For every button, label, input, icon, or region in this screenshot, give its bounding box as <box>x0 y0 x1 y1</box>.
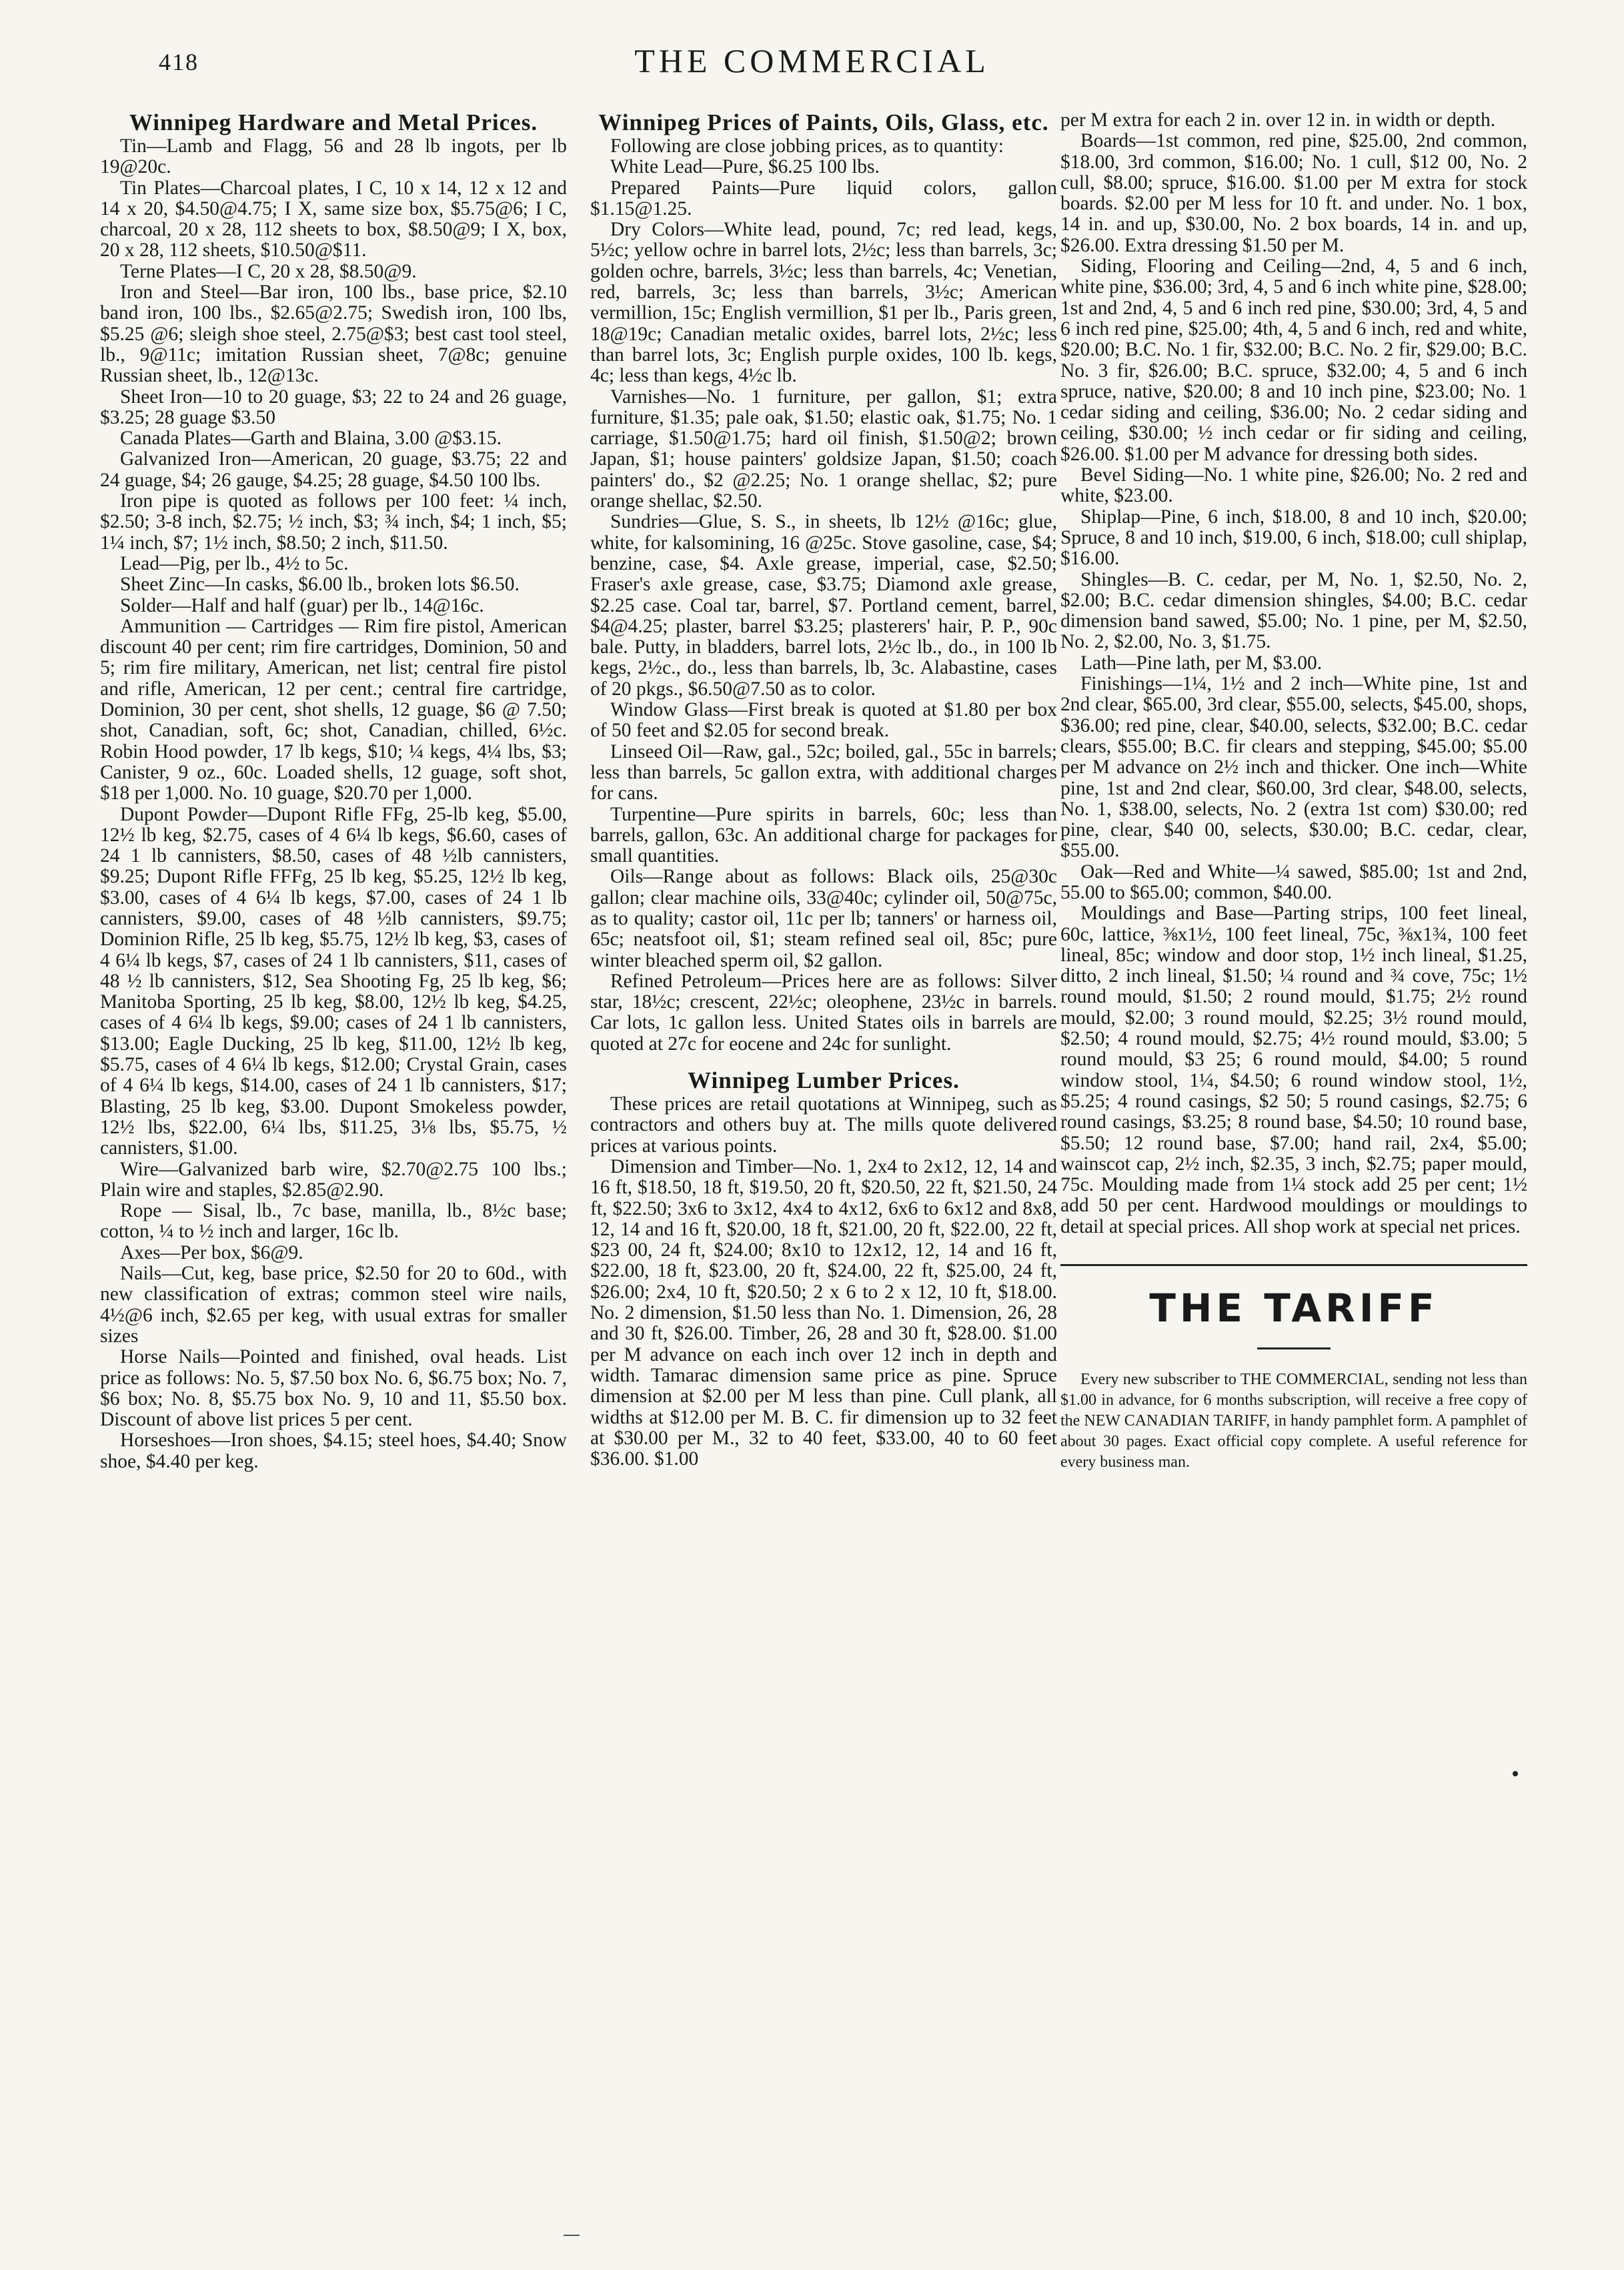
paints-paragraph: Window Glass—First break is quoted at $1.80 per box of 50 feet and $2.05 for second break. <box>590 699 1057 742</box>
lumber-paragraph: Oak—Red and White—¼ sawed, $85.00; 1st and 2nd, 55.00 to $65.00; common, $40.00. <box>1060 861 1527 903</box>
section-divider <box>1060 1264 1527 1266</box>
lumber-paragraph: Dimension and Timber—No. 1, 2x4 to 2x12, 12, 14 and 16 ft, $18.50, 18 ft, $19.50, 20 ft, $20.50, 22 ft, $21.50, 24 ft, $22.50; 3x6 to 3x12, 4x4 to 4x12, 6x6 to 6x12 and 8x8, 12, 14 and 16 ft, $20.00, 18 ft, $21.00, 20 ft, $22.00, 22 ft, $23 00, 24 ft, $24.00; 8x10 to 12x12, 12, 14 and 16 ft, $22.00, 18 ft, $23.00, 20 ft, $24.00, 22 ft, $25.00, 24 ft, $26.00; 2x4, 10 ft, $20.50; 2 x 6 to 2 x 12, 10 ft, $18.00. No. 2 dimension, $1.50 less than No. 1. Dimension, 26, 28 and 30 ft, $26.00. Timber, 26, 28 and 30 ft, $28.00. $1.00 per M advance on each inch over 12 inch in depth and width. Tamarac dimension same price as pine. Spruce dimension at $2.00 per M less than pine. Cull plank, all widths at $12.00 per M. B. C. fir dimension up to 32 feet at $30.00 per M., 32 to 40 feet, $33.00, 40 to 60 feet $36.00. $1.00 <box>590 1155 1057 1470</box>
paints-paragraph: Oils—Range about as follows: Black oils, 25@30c gallon; clear machine oils, 33@40c; cylinder oil, 50@75c, as to quality; castor oil, 11c per lb; tanners' or harness oil, 65c; neatsfoot oil, $1; steam refined seal oil, 85c; pure winter bleached sperm oil, $2 gallon. <box>590 866 1057 971</box>
hardware-paragraph: Wire—Galvanized barb wire, $2.70@2.75 100 lbs.; Plain wire and staples, $2.85@2.90. <box>100 1158 567 1201</box>
hardware-paragraph: Dupont Powder—Dupont Rifle FFg, 25-lb keg, $5.00, 12½ lb keg, $2.75, cases of 4 6¼ lb kegs, $6.60, cases of 24 1 lb cannisters, $8.50, cases of 48 ½lb cannisters, $9.25; Dupont Rifle FFFg, 25 lb keg, $5.25, 12½ lb keg, $3.00, cases of 4 6¼ lb kegs, $7.00, cases of 24 1 lb cannisters, $9.00, cases of 48 ½lb cannisters, $9.75; Dominion Rifle, 25 lb keg, $5.75, 12½ lb keg, $3, cases of 4 6¼ lb kegs, $7, cases of 24 1 lb cannisters, $11, cases of 48 ½ lb cannisters, $12, Sea Shooting Fg, 25 lb keg, $6; Manitoba Sporting, 25 lb keg, $8.00, 12½ lb keg, $4.25, cases of 4 6¼ lb kegs, $9.00; cases of 24 1 lb cannisters, $13.00; Eagle Ducking, 25 lb keg, $11.00, 12½ lb keg, $5.75, cases of 4 6¼ lb kegs, $12.00; Crystal Grain, cases of 4 6¼ lb kegs, $14.00, cases of 24 1 lb cannisters, $17; Blasting, 25 lb keg, $3.00. Dupont Smokeless powder, 12½ lbs, $22.00, 6¼ lbs, $11.25, 3⅛ lbs, $5.75, ½ cannisters, $1.00. <box>100 803 567 1159</box>
tariff-advertisement-text: Every new subscriber to THE COMMERCIAL, sending not less than $1.00 in advance, for 6 months subscription, will receive a free copy of the NEW CANADIAN TARIFF, in handy pamphlet form. A pamphlet of about 30 pages. Exact official copy complete. A useful reference for every business man. <box>1060 1371 1527 1472</box>
paints-paragraph: Refined Petroleum—Prices here are as follows: Silver star, 18½c; crescent, 22½c; oleophene, 23½c in barrels. Car lots, 1c gallon less. United States oils in barrels are quoted at 27c for eocene and 24c for sunlight. <box>590 970 1057 1055</box>
page-bottom-mark <box>564 2235 580 2240</box>
tariff-short-rule <box>1257 1347 1331 1349</box>
column-hardware <box>100 110 567 2191</box>
page-header <box>40 41 1584 88</box>
hardware-paragraph: Tin Plates—Charcoal plates, I C, 10 x 14, 12 x 12 and 14 x 20, $4.50@4.75; I X, same size box, $5.75@6; I C, charcoal, 20 x 28, 112 sheets to box, $8.50@9; I X, box, 20 x 28, 112 sheets, $10.50@$11. <box>100 177 567 261</box>
lumber-paragraph: Boards—1st common, red pine, $25.00, 2nd common, $18.00, 3rd common, $16.00; No. 1 cull, $12 00, No. 2 cull, $8.00; spruce, $16.00. $1.00 per M extra for stock boards. $2.00 per M less for 10 ft. and under. No. 1 box, 14 in. and up, $30.00, No. 2 box boards, 14 in. and up, $26.00. Extra dressing $1.50 per M. <box>1060 130 1527 256</box>
paints-paragraph: Varnishes—No. 1 furniture, per gallon, $1; extra furniture, $1.35; pale oak, $1.50; elastic oak, $1.75; No. 1 carriage, $1.50@1.75; hard oil finish, $1.50@2; brown Japan, $1; house painters' goldsize Japan, $1.50; coach painters' do., $2 @2.25; No. 1 orange shellac, $2; pure orange shellac, $2.50. <box>590 386 1057 512</box>
paints-paragraph: Prepared Paints—Pure liquid colors, gallon $1.15@1.25. <box>590 177 1057 219</box>
lumber-paragraph: Finishings—1¼, 1½ and 2 inch—White pine, 1st and 2nd clear, $65.00, 3rd clear, $55.00, selects, $45.00, shops, $36.00; red pine, clear, $40.00, selects, $32.00; B.C. cedar clears, $55.00; B.C. fir clears and stepping, $45.00; $5.00 per M advance on 2½ inch and thicker. One inch—White pine, 1st and 2nd clear, $60.00, 3rd clear, $48.00, selects, No. 1, $38.00, selects, No. 2 (extra 1st com) $30.00; red pine, clear, $40 00, selects, $30.00; B.C. cedar, clear, $55.00. <box>1060 673 1527 862</box>
paints-paragraph: Sundries—Glue, S. S., in sheets, lb 12½ @16c; glue, white, for kalsomining, 16 @25c. Stove gasoline, case, $4; benzine, case, $4. Axle grease, imperial, case, $2.50; Fraser's axle grease, case, $3.75; Diamond axle grease, $2.25 case. Coal tar, barrel, $7. Portland cement, barrel, $4@4.25; plaster, barrel $3.25; plasterers' hair, P. P., 90c bale. Putty, in bladders, barrel lots, 2½c lb., do., in 100 lb kegs, 2½c., do., less than barrels, lb, 3c. Alabastine, cases of 20 pkgs., $6.50@7.50 as to color. <box>590 511 1057 700</box>
hardware-paragraph: Terne Plates—I C, 20 x 28, $8.50@9. <box>120 260 417 282</box>
paints-paragraph: Linseed Oil—Raw, gal., 52c; boiled, gal., 55c in barrels; less than barrels, 5c gallon extra, with additional charges for cans. <box>590 740 1057 804</box>
lumber-paragraph: Lath—Pine lath, per M, $3.00. <box>1080 652 1323 674</box>
column-paints-lumber <box>590 110 1057 2191</box>
column-lumber-tariff <box>1060 110 1527 2191</box>
lumber-paragraph: Shingles—B. C. cedar, per M, No. 1, $2.50, No. 2, $2.00; B.C. cedar dimension shingles, $4.00; B.C. cedar dimension band sawed, $5.00; No. 1 pine, per M, $2.50, No. 2, $2.00, No. 3, $1.75. <box>1060 568 1527 653</box>
hardware-paragraph: Canada Plates—Garth and Blaina, 3.00 @$3.15. <box>120 428 502 450</box>
hardware-paragraph: Rope — Sisal, lb., 7c base, manilla, lb., 8½c base; cotton, ¼ to ½ inch and larger, 16c lb. <box>100 1200 567 1243</box>
hardware-paragraph: Sheet Iron—10 to 20 guage, $3; 22 to 24 and 26 guage, $3.25; 28 guage $3.50 <box>100 386 567 428</box>
hardware-paragraph: Horseshoes—Iron shoes, $4.15; steel hoes, $4.40; Snow shoe, $4.40 per keg. <box>100 1430 567 1472</box>
paints-paragraph: Dry Colors—White lead, pound, 7c; red lead, kegs, 5½c; yellow ochre in barrel lots, 2½c; less than barrels, 3c; golden ochre, barrels, 3½c; less than barrels, 4c; Venetian, red, barrels, 3c; less than barrels, 3½c; American vermillion, 15c; English vermillion, $1 per lb., Paris green, 18@19c; Canadian metalic oxides, barrel lots, 2½c; less than barrel lots, 3c; English purple oxides, 100 lb. kegs, 4c; less than kegs, 4½c lb. <box>590 219 1057 387</box>
paints-section-title: Winnipeg Prices of Paints, Oils, Glass, etc. <box>598 110 1049 135</box>
hardware-paragraph: Iron pipe is quoted as follows per 100 feet: ¼ inch, $2.50; 3-8 inch, $2.75; ½ inch, $3; ¾ inch, $4; 1 inch, $5; 1¼ inch, $7; 1½ inch, $8.50; 2 inch, $11.50. <box>100 490 567 554</box>
hardware-paragraph: Sheet Zinc—In casks, $6.00 lb., broken lots $6.50. <box>120 574 520 596</box>
hardware-paragraph: Galvanized Iron—American, 20 guage, $3.75; 22 and 24 guage, $4; 26 gauge, $4.25; 28 guage, $4.50 100 lbs. <box>100 448 567 491</box>
tariff-advertisement-title: THE TARIFF <box>1149 1285 1439 1331</box>
hardware-paragraph: Iron and Steel—Bar iron, 100 lbs., base price, $2.10 band iron, 100 lbs., $2.65@2.75; Swedish iron, 100 lbs, $5.25 @6; sleigh shoe steel, 2.75@$3; best cast tool steel, lb., 9@11c; imitation Russian sheet, 7@8c; genuine Russian sheet, lb., 12@13c. <box>100 281 567 387</box>
hardware-paragraph: Horse Nails—Pointed and finished, oval heads. List price as follows: No. 5, $7.50 box No. 6, $6.75 box; No. 7, $6 box; No. 8, $5.75 box No. 9, 10 and 11, $5.50 box. Discount of above list prices 5 per cent. <box>100 1346 567 1431</box>
page-number: 418 <box>159 49 199 75</box>
lumber-paragraph: These prices are retail quotations at Winnipeg, such as contractors and others buy at. The mills quote delivered prices at various points. <box>590 1093 1057 1157</box>
hardware-section-title: Winnipeg Hardware and Metal Prices. <box>129 110 538 135</box>
paints-paragraph: Following are close jobbing prices, as to quantity: <box>610 135 1004 157</box>
paints-paragraph: Turpentine—Pure spirits in barrels, 60c; less than barrels, gallon, 63c. An additional charge for packages for small quantities. <box>590 803 1057 867</box>
hardware-paragraph: Solder—Half and half (guar) per lb., 14@16c. <box>120 594 484 616</box>
hardware-paragraph: Axes—Per box, $6@9. <box>120 1241 303 1263</box>
lumber-paragraph: Siding, Flooring and Ceiling—2nd, 4, 5 and 6 inch, white pine, $36.00; 3rd, 4, 5 and 6 inch white pine, $28.00; 1st and 2nd, 4, 5 and 6 inch red pine, $30.00; 3rd, 4, 5 and 6 inch red pine, $25.00; 4th, 4, 5 and 6 inch, red and white, $20.00; B.C. No. 1 fir, $32.00; B.C. No. 2 fir, $29.00; B.C. No. 3 fir, $26.00; B.C. spruce, $32.00; 4, 5 and 6 inch spruce, native, $20.00; 8 and 10 inch pine, $23.00; No. 1 cedar siding and ceiling, $36.00; No. 2 cedar siding and ceiling, $30.00; ½ inch cedar or fir siding and ceiling, $26.00. $1.00 per M advance for dressing both sides. <box>1060 255 1527 465</box>
lumber-paragraph: Shiplap—Pine, 6 inch, $18.00, 8 and 10 inch, $20.00; Spruce, 8 and 10 inch, $19.00, 6 inch, $18.00; cull shiplap, $16.00. <box>1060 506 1527 570</box>
paints-paragraph: White Lead—Pure, $6.25 100 lbs. <box>610 156 880 178</box>
margin-dot-mark <box>1513 1771 1518 1776</box>
lumber-continuation: per M extra for each 2 in. over 12 in. in width or depth. <box>1060 110 1496 131</box>
hardware-paragraph: Lead—Pig, per lb., 4½ to 5c. <box>120 552 349 574</box>
lumber-section-title: Winnipeg Lumber Prices. <box>688 1067 960 1094</box>
hardware-paragraph: Nails—Cut, keg, base price, $2.50 for 20 to 60d., with new classification of extras; common steel wire nails, 4½@6 inch, $2.65 per keg, with usual extras for smaller sizes <box>100 1263 567 1347</box>
running-title: THE COMMERCIAL <box>634 42 990 79</box>
lumber-paragraph: Bevel Siding—No. 1 white pine, $26.00; No. 2 red and white, $23.00. <box>1060 464 1527 507</box>
hardware-paragraph: Ammunition — Cartridges — Rim fire pistol, American discount 40 per cent; rim fire cartridges, Dominion, 50 and 5; rim fire military, American, net list; central fire pistol and rifle, American, 12 per cent.; central fire cartridge, Dominion, 30 per cent, shot shells, 12 guage, $6 @ 7.50; shot, Canadian, soft, 6c; shot, Canadian, chilled, 6½c. Robin Hood powder, 17 lb kegs, $10; ¼ kegs, 4¼ lbs, $3; Canister, 9 oz., 60c. Loaded shells, 12 guage, soft shot, $18 per 1,000. No. 10 guage, $20.70 per 1,000. <box>100 615 567 804</box>
lumber-paragraph: Mouldings and Base—Parting strips, 100 feet lineal, 60c, lattice, ⅜x1½, 100 feet lineal, 75c, ⅜x1¾, 100 feet lineal, 85c; window and door stop, 1½ inch lineal, $1.25, ditto, 2 inch lineal, $1.50; ¼ round and ¾ cove, 75c; 1½ round mould, $1.50; 2 round mould, $1.75; 2½ round mould, $2.00; 3 round mould, $2.25; 3½ round mould, $2.50; 4 round mould, $2.75; 4½ round mould, $3.00; 5 round mould, $3 25; 6 round mould, $4.00; 5 round window stool, 1¼, $4.50; 6 round window stool, 1½, $5.25; 4 round casings, $2 50; 5 round casings, $2.75; 6 round casings, $3.25; 8 round base, $4.50; 10 round base, $5.50; 12 round base, $7.00; hand rail, 2x4, $5.00; wainscot cap, 2½ inch, $2.35, 3 inch, $2.75; paper mould, 75c. Moulding made from 1¼ stock add 25 per cent; 1½ add 50 per cent. Hardwood mouldings or mouldings to detail at special prices. All shop work at special net prices. <box>1060 903 1527 1237</box>
hardware-paragraph: Tin—Lamb and Flagg, 56 and 28 lb ingots, per lb 19@20c. <box>100 135 567 178</box>
